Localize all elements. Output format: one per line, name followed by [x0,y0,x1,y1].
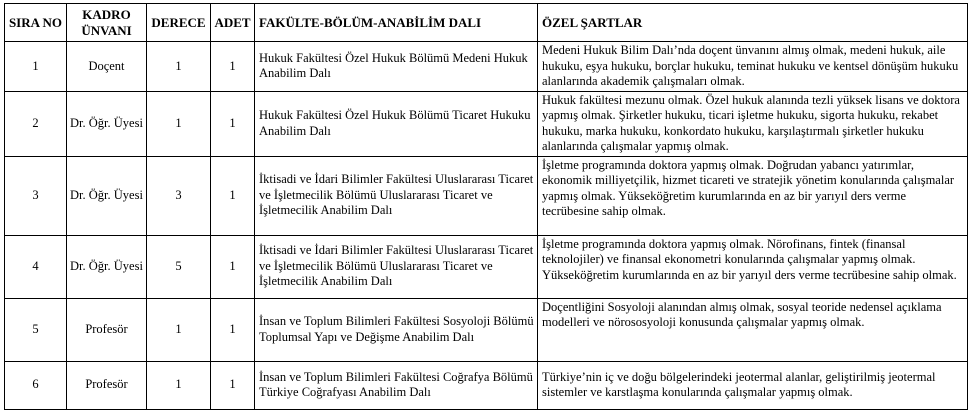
table-row [5,42,968,92]
row-sartlar: Doçentliğini Sosyoloji alanından almış olmak, sosyal teoride nedensel açıklama modelleri ve nörososyoloji konusunda çalışmalar yapmış olmak. [538,298,968,361]
table-row [5,361,968,409]
row-no: 1 [5,42,67,92]
row-unvan: Dr. Öğr. Üyesi [67,156,147,235]
table-row [5,156,968,235]
row-birim: İktisadi ve İdari Bilimler Fakültesi Uluslararası Ticaret ve İşletmecilik Bölümü Uluslararası Ticaret ve İşletmecilik Anabilim Dalı [255,235,538,298]
header-row [5,4,968,42]
row-unvan: Dr. Öğr. Üyesi [67,235,147,298]
row-adet: 1 [211,235,255,298]
header-adet: ADET [211,4,255,42]
row-no: 5 [5,298,67,361]
row-adet: 1 [211,156,255,235]
row-birim: İnsan ve Toplum Bilimleri Fakültesi Coğrafya Bölümü Türkiye Coğrafyası Anabilim Dalı [255,361,538,409]
row-sartlar: Türkiye’nin iç ve doğu bölgelerindeki jeotermal alanlar, geliştirilmiş jeotermal sistemler ve karstlaşma konularında çalışmalar yapmış olmak. [538,361,968,409]
row-birim: İnsan ve Toplum Bilimleri Fakültesi Sosyoloji Bölümü Toplumsal Yapı ve Değişme Anabilim Dalı [255,298,538,361]
row-unvan: Doçent [67,42,147,92]
row-no: 2 [5,91,67,156]
row-derece: 3 [147,156,211,235]
row-adet: 1 [211,42,255,92]
row-derece: 1 [147,298,211,361]
row-sartlar: İşletme programında doktora yapmış olmak. Doğrudan yabancı yatırımlar, ekonomik milliyetçilik, hizmet ticareti ve stratejik yönetim konularında çalışmalar yapmış olmak. Yükseköğretim kurumlarında en az bir yarıyıl ders verme tecrübesine sahip olmak. [538,156,968,235]
row-adet: 1 [211,298,255,361]
row-derece: 1 [147,42,211,92]
table-row [5,298,968,361]
row-derece: 1 [147,361,211,409]
row-no: 4 [5,235,67,298]
row-adet: 1 [211,91,255,156]
row-adet: 1 [211,361,255,409]
row-unvan: Dr. Öğr. Üyesi [67,91,147,156]
row-birim: Hukuk Fakültesi Özel Hukuk Bölümü Ticaret Hukuku Anabilim Dalı [255,91,538,156]
header-ozel-sartlar: ÖZEL ŞARTLAR [538,4,968,42]
row-derece: 5 [147,235,211,298]
row-unvan: Profesör [67,361,147,409]
row-birim: Hukuk Fakültesi Özel Hukuk Bölümü Medeni Hukuk Anabilim Dalı [255,42,538,92]
table-row [5,235,968,298]
row-sartlar: Hukuk fakültesi mezunu olmak. Özel hukuk alanında tezli yüksek lisans ve doktora yapmış olmak. Şirketler hukuku, ticari işletme hukuku, sigorta hukuku, rekabet hukuku, marka hukuku, konkordato hukuku, karşılaştırmalı şirketler hukuku alanlarında çalışmalar yapmış olmak. [538,91,968,156]
header-fakulte-bolum: FAKÜLTE-BÖLÜM-ANABİLİM DALI [255,4,538,42]
positions-table [4,3,968,410]
row-birim: İktisadi ve İdari Bilimler Fakültesi Uluslararası Ticaret ve İşletmecilik Bölümü Uluslararası Ticaret ve İşletmecilik Anabilim Dalı [255,156,538,235]
row-no: 6 [5,361,67,409]
row-derece: 1 [147,91,211,156]
row-sartlar: İşletme programında doktora yapmış olmak. Nörofinans, fintek (finansal teknolojiler) ve finansal ekonometri konularında çalışmalar yapmış olmak. Yükseköğretim kurumlarında en az bir yarıyıl ders verme tecrübesine sahip olmak. [538,235,968,298]
row-unvan: Profesör [67,298,147,361]
header-derece: DERECE [147,4,211,42]
header-kadro-unvani: KADRO ÜNVANI [67,4,147,42]
table-row [5,91,968,156]
row-sartlar: Medeni Hukuk Bilim Dalı’nda doçent ünvanını almış olmak, medeni hukuk, aile hukuku, eşya hukuku, borçlar hukuku, teminat hukuku ve kentsel dönüşüm hukuku alanlarında akademik çalışmaları olmak. [538,42,968,92]
row-no: 3 [5,156,67,235]
header-sira-no: SIRA NO [5,4,67,42]
